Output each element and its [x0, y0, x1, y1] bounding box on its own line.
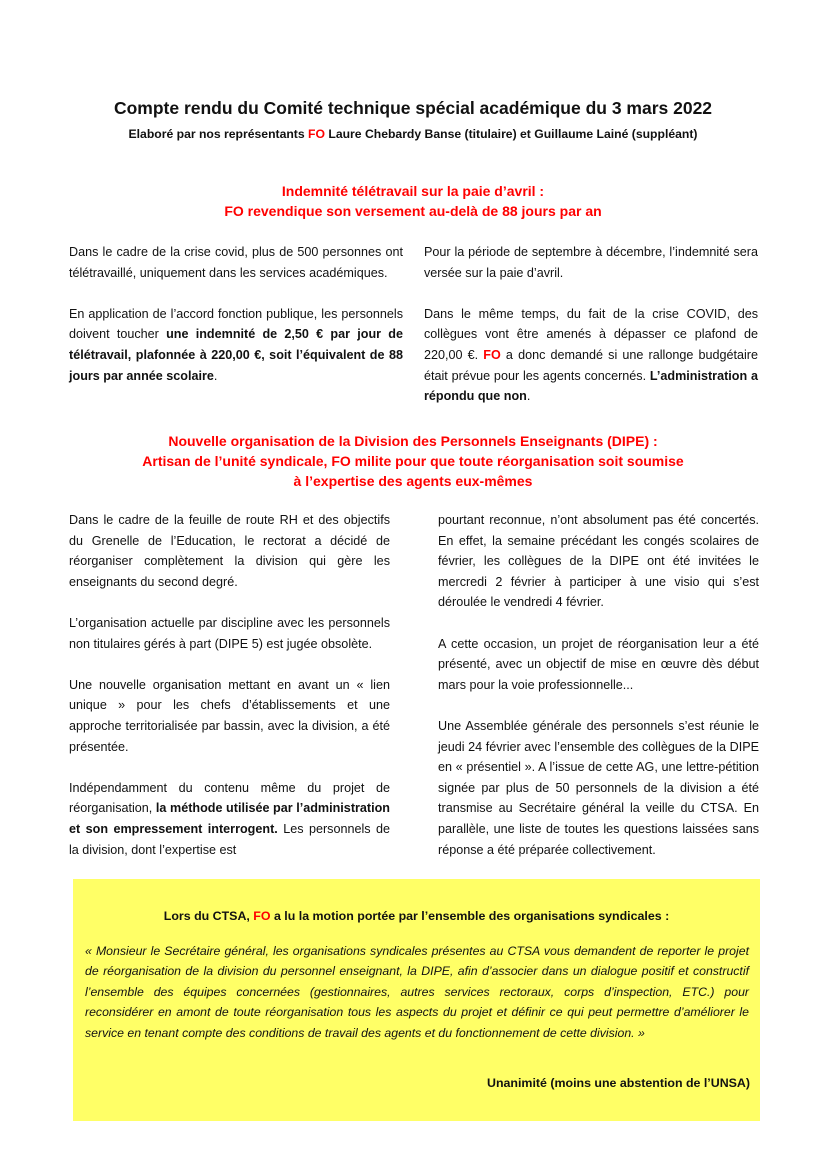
section-dipe-left-column	[69, 510, 390, 860]
heading-line: à l’expertise des agents eux-mêmes	[293, 473, 533, 489]
paragraph	[424, 304, 758, 407]
paragraph-text: .	[213, 368, 218, 383]
paragraph: Dans le cadre de la crise covid, plus de 500 personnes ont télétravaillé, uniquement dans les services académiques.	[69, 245, 403, 280]
paragraph: Une nouvelle organisation mettant en avant un « lien unique » pour les chefs d’établissements et une approche territorialisée par bassin, avec la division, a été présentée.	[69, 677, 390, 754]
heading-line: Indemnité télétravail sur la paie d’avril :	[281, 183, 545, 199]
section-dipe-heading	[0, 431, 826, 491]
motion-vote-result: Unanimité (moins une abstention de l’UNSA)	[487, 1076, 750, 1090]
paragraph-text: Indépendamment du contenu même du projet de réorganisation,	[69, 780, 390, 816]
motion-callout	[73, 879, 760, 1121]
heading-line: Artisan de l’unité syndicale, FO milite pour que toute réorganisation soit soumise	[142, 453, 684, 469]
paragraph	[69, 304, 403, 386]
paragraph: A cette occasion, un projet de réorganisation leur a été présenté, avec un objectif de mise en œuvre dès début mars pour la voie professionnelle...	[438, 636, 759, 692]
fo-label: FO	[483, 347, 501, 362]
paragraph: Pour la période de septembre à décembre, l’indemnité sera versée sur la paie d’avril.	[424, 245, 758, 280]
fo-label: FO	[253, 909, 271, 923]
heading-line: FO revendique son versement au-delà de 88 jours par an	[224, 203, 602, 219]
subtitle-suffix: Laure Chebardy Banse (titulaire) et Guillaume Lainé (suppléant)	[324, 127, 698, 141]
paragraph-emphasis: L’administration a répondu que non	[424, 368, 758, 404]
paragraph-emphasis: une indemnité de 2,50 € par jour de télétravail, plafonnée à 220,00 €, soit l’équivalent de 88 jours par année scolaire	[69, 327, 403, 383]
motion-intro-text: a lu la motion portée par l’ensemble des organisations syndicales :	[270, 909, 670, 923]
heading-line: Nouvelle organisation de la Division des Personnels Enseignants (DIPE) :	[168, 433, 658, 449]
paragraph: L’organisation actuelle par discipline avec les personnels non titulaires gérés à part (DIPE 5) est jugée obsolète.	[69, 615, 390, 651]
paragraph-text: Les personnels de la division, dont l’expertise est	[69, 821, 390, 857]
section-telework-right-column	[424, 242, 758, 407]
motion-intro	[73, 909, 760, 923]
paragraph: Une Assemblée générale des personnels s’est réunie le jeudi 24 février avec l’ensemble des collègues de la DIPE en « présentiel ». A l’issue de cette AG, une lettre-pétition signée par plus de 50 personnels de la division a été transmise au Secrétaire général la veille du CTSA. En parallèle, une liste de toutes les questions laissées sans réponse a été préparée collectivement.	[438, 718, 759, 857]
section-telework-heading	[0, 181, 826, 221]
paragraph: Dans le cadre de la feuille de route RH et des objectifs du Grenelle de l’Education, le rectorat a décidé de réorganiser complètement la division qui gère les enseignants du second degré.	[69, 513, 390, 589]
motion-quote: « Monsieur le Secrétaire général, les organisations syndicales présentes au CTSA vous demandent de reporter le projet de réorganisation de la division du personnel enseignant, la DIPE, afin d’associer dans un dialogue positif et constructif l’ensemble des équipes concernées (gestionnaires, autres services rectoraux, corps d’inspection, ETC.) pour reconsidérer en amont de toute réorganisation tous les aspects du projet et définir ce qui peut permettre d’améliorer le service en tenant compte des conditions de travail des agents et du fonctionnement de cette division. »	[85, 944, 749, 1040]
paragraph-text: En application de l’accord fonction publique, les personnels doivent toucher	[69, 306, 403, 342]
fo-label: FO	[308, 127, 325, 141]
paragraph	[69, 778, 390, 860]
paragraph-text: .	[526, 389, 531, 404]
paragraph-emphasis: la méthode utilisée par l’administration et son empressement interrogent.	[69, 801, 390, 836]
section-dipe-right-column	[438, 510, 759, 860]
document-subtitle	[0, 127, 826, 141]
paragraph: pourtant reconnue, n’ont absolument pas été concertés. En effet, la semaine précédant les congés scolaires de février, les collègues de la DIPE ont été invitées le mercredi 2 février à participer à une visio qui s’est déroulée le vendredi 4 février.	[438, 513, 759, 610]
section-telework-left-column	[69, 242, 403, 386]
subtitle-prefix: Elaboré par nos représentants	[128, 127, 309, 141]
paragraph-text: a donc demandé si une rallonge budgétaire était prévue pour les agents concernés.	[424, 347, 758, 383]
paragraph-text: Dans le même temps, du fait de la crise COVID, des collègues vont être amenés à dépasser ce plafond de 220,00 €.	[424, 306, 758, 362]
motion-intro-text: Lors du CTSA,	[163, 909, 254, 923]
document-title: Compte rendu du Comité technique spécial académique du 3 mars 2022	[113, 98, 713, 118]
